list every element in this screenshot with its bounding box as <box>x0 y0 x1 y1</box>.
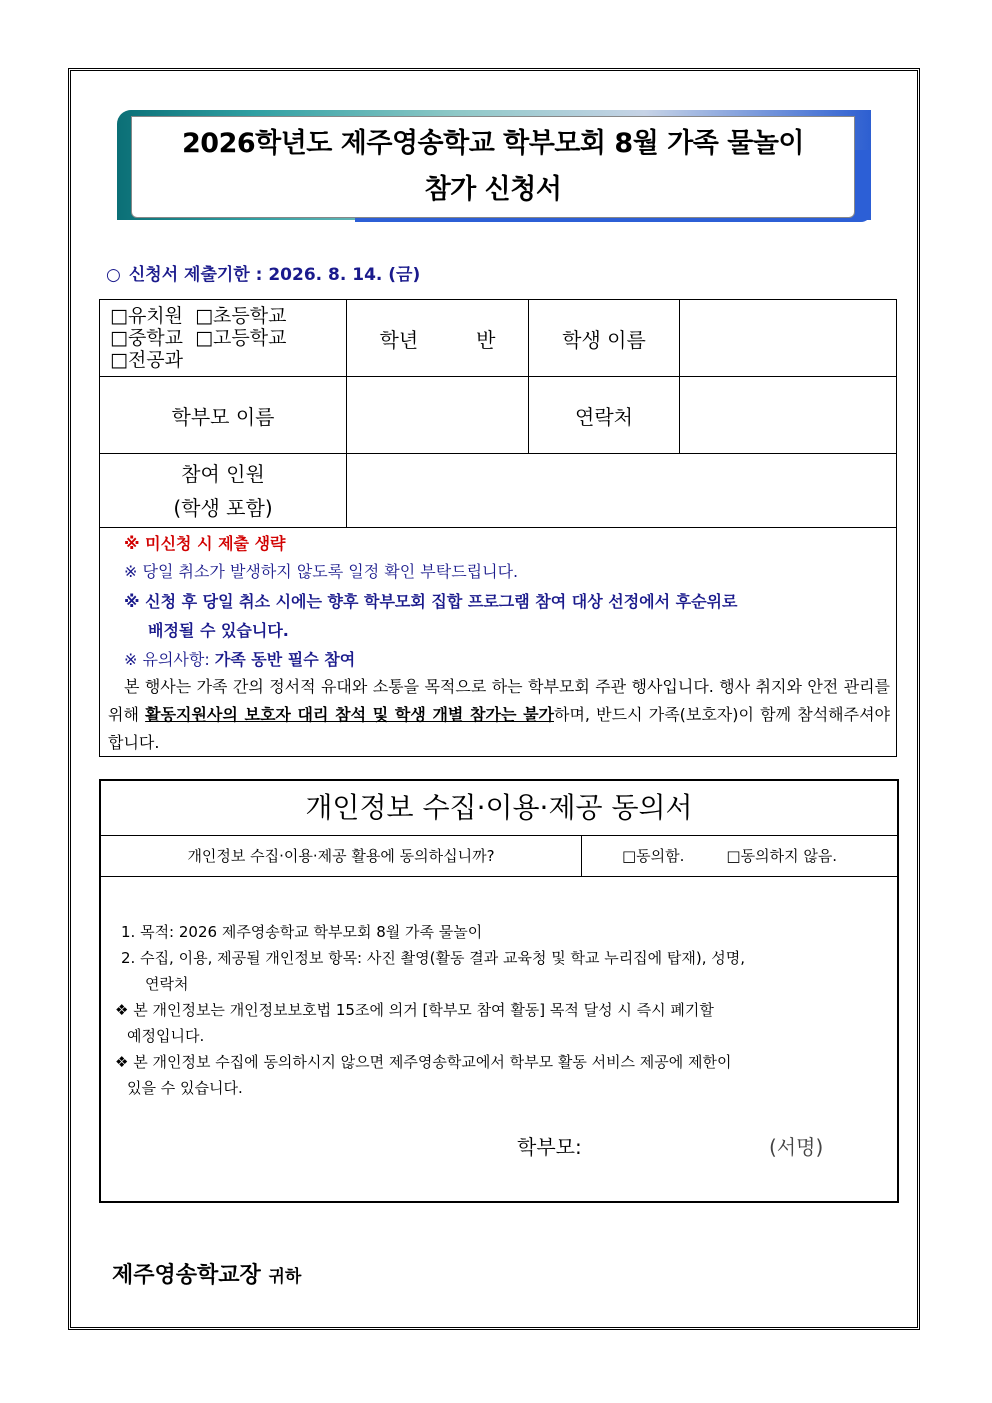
consent-form <box>99 779 899 1203</box>
note-caution-prefix: ※ 유의사항: <box>124 650 215 669</box>
title-banner <box>131 116 855 218</box>
note-penalty: ※ 신청 후 당일 취소 시에는 향후 학부모회 집합 프로그램 참여 대상 선정에서 후순위로 <box>124 592 738 611</box>
participants-field[interactable] <box>347 454 897 528</box>
option-elementary[interactable]: □초등학교 <box>195 305 287 327</box>
consent-heading: 개인정보 수집·이용·제공 동의서 <box>101 781 897 836</box>
consent-item-purpose: 1. 목적: 2026 제주영송학교 학부모회 8월 가족 물놀이 <box>121 923 483 941</box>
consent-item-retention-cont: 예정입니다. <box>127 1027 205 1045</box>
consent-body <box>115 919 889 1101</box>
parent-signature-label: 학부모: <box>517 1135 582 1159</box>
recipient-suffix: 귀하 <box>268 1267 302 1287</box>
event-description-underlined: 활동지원사의 보호자 대리 참석 및 학생 개별 참가는 불가 <box>145 705 554 724</box>
consent-question-row <box>101 836 897 877</box>
consent-item-refusal: ❖ 본 개인정보 수집에 동의하시지 않으면 제주영송학교에서 학부모 활동 서비스 제공에 제한이 <box>115 1053 732 1071</box>
consent-item-refusal-cont: 있을 수 있습니다. <box>127 1079 243 1097</box>
participants-label <box>100 454 347 528</box>
option-kindergarten[interactable]: □유치원 <box>110 305 184 327</box>
event-description-b: 하며, 반드시 가족(보호자)이 함께 참석해주셔야 합니다. <box>108 705 890 752</box>
grade-class-cell[interactable] <box>347 300 529 377</box>
signature-placeholder[interactable]: (서명) <box>769 1135 824 1159</box>
contact-label: 연락처 <box>529 377 680 454</box>
note-cancellation: ※ 당일 취소가 발생하지 않도록 일정 확인 부탁드립니다. <box>124 562 519 581</box>
consent-item-retention: ❖ 본 개인정보는 개인정보보호법 15조에 의거 [학부모 참여 활동] 목적 달성 시 즉시 폐기할 <box>115 1001 714 1019</box>
note-no-submission: ※ 미신청 시 제출 생략 <box>124 534 286 553</box>
option-middle[interactable]: □중학교 <box>110 327 184 349</box>
parent-name-field[interactable] <box>347 377 529 454</box>
option-major[interactable]: □전공과 <box>110 349 184 371</box>
note-caution <box>124 647 355 670</box>
grade-label: 학년 <box>379 327 419 352</box>
title-line-1: 2026학년도 제주영송학교 학부모회 8월 가족 물놀이 <box>182 128 804 159</box>
option-high[interactable]: □고등학교 <box>195 327 287 349</box>
participants-label-main: 참여 인원 <box>181 461 265 486</box>
participants-label-sub: (학생 포함) <box>173 495 273 520</box>
deadline <box>106 260 420 285</box>
student-name-label: 학생 이름 <box>529 300 680 377</box>
note-caution-bold: 가족 동반 필수 참여 <box>214 650 356 669</box>
school-level-options <box>100 300 347 377</box>
consent-item-fields-cont: 연락처 <box>145 975 189 993</box>
application-table <box>99 299 897 528</box>
class-label: 반 <box>476 327 496 352</box>
student-name-field[interactable] <box>680 300 897 377</box>
circle-bullet-icon: ○ <box>106 265 121 285</box>
event-description-a: 본 행사는 가족 간의 정서적 유대와 소통을 목적으로 하는 학부모회 주관 행사입니다. 행사 취지와 안전 관리를 위해 <box>108 677 890 724</box>
title-line-2: 참가 신청서 <box>424 174 562 205</box>
consent-question: 개인정보 수집·이용·제공 활용에 동의하십니까? <box>101 836 582 876</box>
parent-name-label: 학부모 이름 <box>100 377 347 454</box>
contact-field[interactable] <box>680 377 897 454</box>
event-description <box>108 673 890 757</box>
consent-item-fields: 2. 수집, 이용, 제공될 개인정보 항목: 사진 촬영(활동 결과 교육청 및 학교 누리집에 탑재), 성명, <box>121 949 746 967</box>
note-penalty-cont: 배정될 수 있습니다. <box>148 621 289 640</box>
recipient-footer <box>112 1258 301 1289</box>
agree-checkbox[interactable]: □동의함. <box>622 847 685 865</box>
recipient-name: 제주영송학교장 <box>112 1263 261 1288</box>
notes-box <box>99 527 897 757</box>
consent-choices <box>582 836 897 876</box>
disagree-checkbox[interactable]: □동의하지 않음. <box>726 847 838 865</box>
deadline-text: 신청서 제출기한 : 2026. 8. 14. (금) <box>128 265 421 285</box>
